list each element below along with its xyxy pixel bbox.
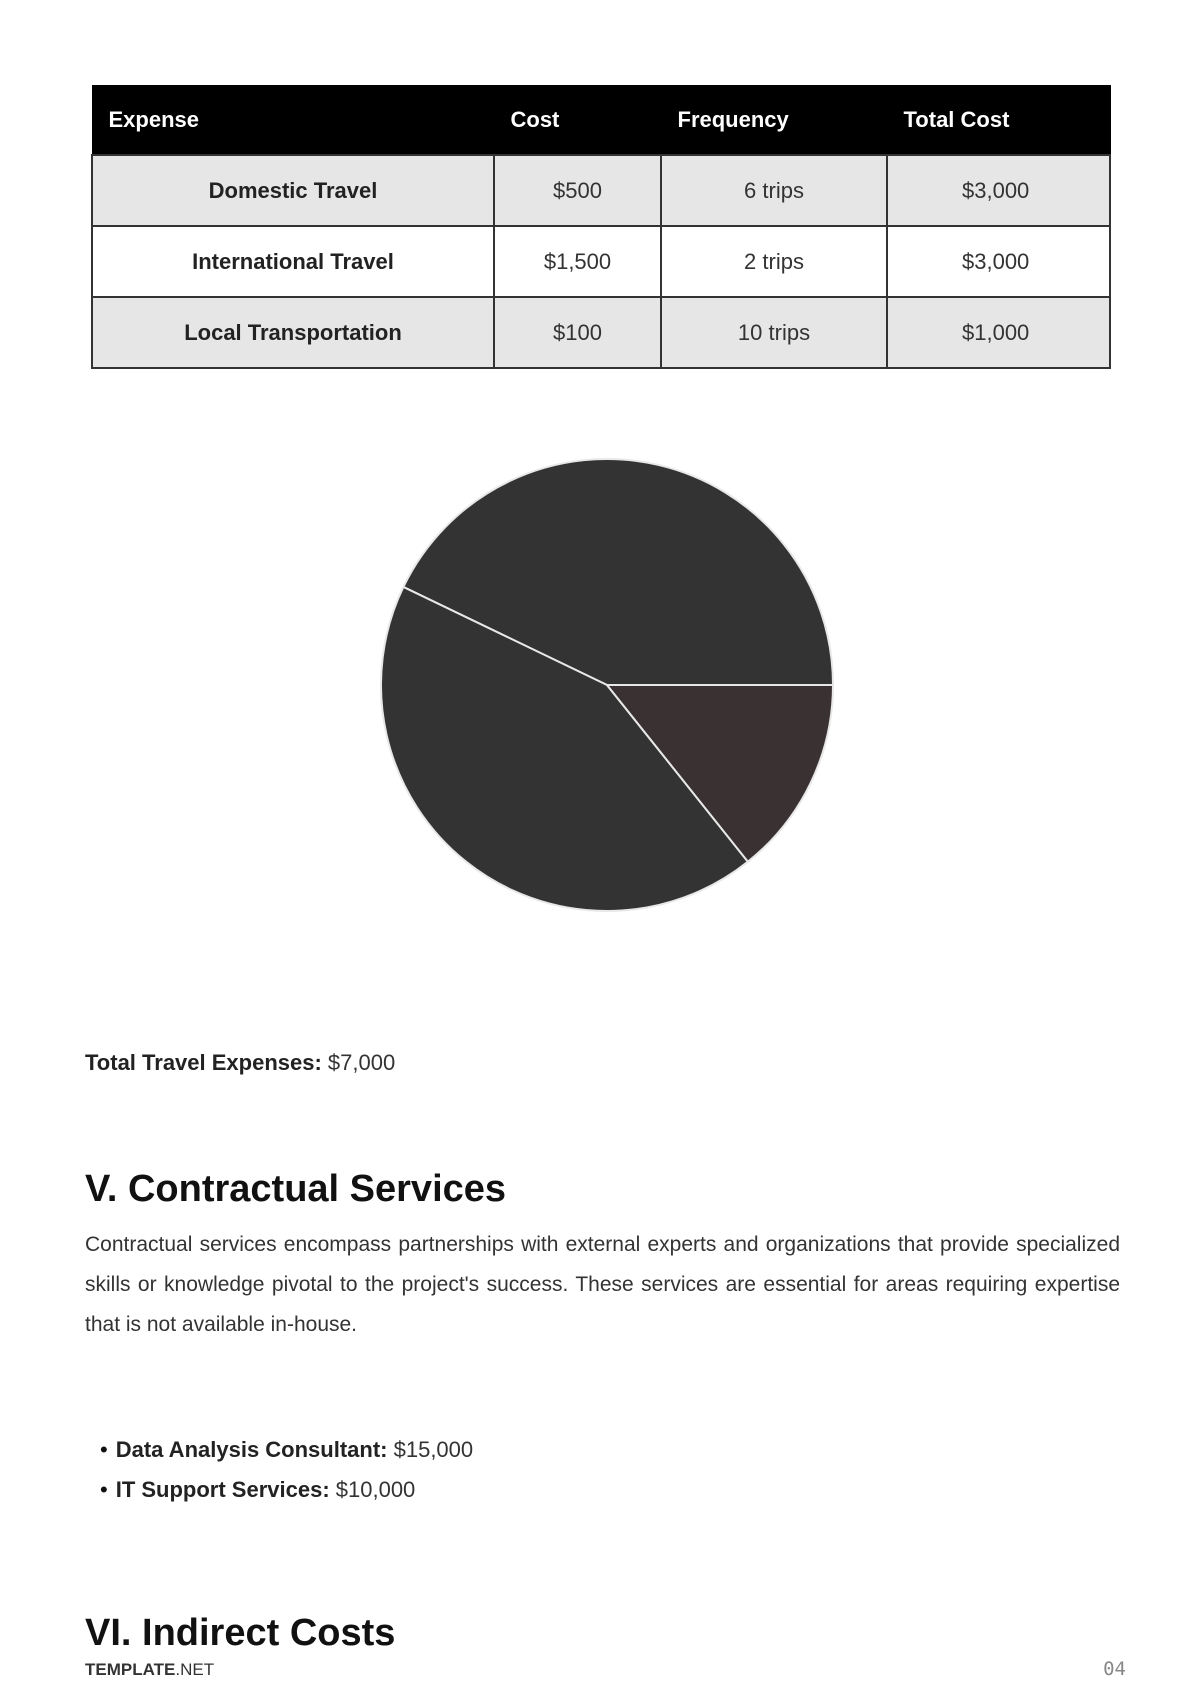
travel-expense-pie-chart (380, 458, 834, 912)
item-value: $15,000 (387, 1437, 474, 1462)
item-label: IT Support Services: (115, 1477, 330, 1502)
total-cell: $3,000 (887, 226, 1110, 297)
item-label: Data Analysis Consultant: (115, 1437, 388, 1462)
total-cell: $3,000 (887, 155, 1110, 226)
header-frequency: Frequency (661, 86, 887, 156)
cost-cell: $500 (494, 155, 661, 226)
cost-cell: $1,500 (494, 226, 661, 297)
total-travel-expenses (85, 1050, 395, 1076)
table-row (92, 226, 1110, 297)
frequency-cell: 10 trips (661, 297, 887, 368)
expense-cell: Domestic Travel (92, 155, 494, 226)
cost-cell: $100 (494, 297, 661, 368)
expense-cell: Local Transportation (92, 297, 494, 368)
table-row (92, 297, 1110, 368)
contractual-services-list (100, 1430, 473, 1510)
section-heading-contractual: V. Contractual Services (85, 1168, 507, 1210)
total-cell: $1,000 (887, 297, 1110, 368)
travel-expense-table (91, 85, 1111, 369)
brand-strong: TEMPLATE (85, 1660, 176, 1679)
contractual-paragraph: Contractual services encompass partnerships with external experts and organizations that provide specialized skills or knowledge pivotal to the project's success. These services are essential for areas requiring expertise that is not available in-house. (85, 1233, 1120, 1336)
list-item (100, 1470, 473, 1510)
footer-brand-logo (85, 1660, 214, 1680)
table-row (92, 155, 1110, 226)
header-total-cost: Total Cost (887, 86, 1110, 156)
summary-value: $7,000 (321, 1050, 396, 1075)
table-header-row (92, 86, 1110, 156)
list-item (100, 1430, 473, 1470)
frequency-cell: 6 trips (661, 155, 887, 226)
frequency-cell: 2 trips (661, 226, 887, 297)
brand-rest: .NET (175, 1660, 215, 1679)
expense-cell: International Travel (92, 226, 494, 297)
section-heading-indirect: VI. Indirect Costs (85, 1612, 396, 1654)
item-value: $10,000 (329, 1477, 416, 1502)
summary-label: Total Travel Expenses: (85, 1050, 322, 1075)
header-expense: Expense (92, 86, 494, 156)
header-cost: Cost (494, 86, 661, 156)
page-number: 04 (1103, 1658, 1126, 1680)
